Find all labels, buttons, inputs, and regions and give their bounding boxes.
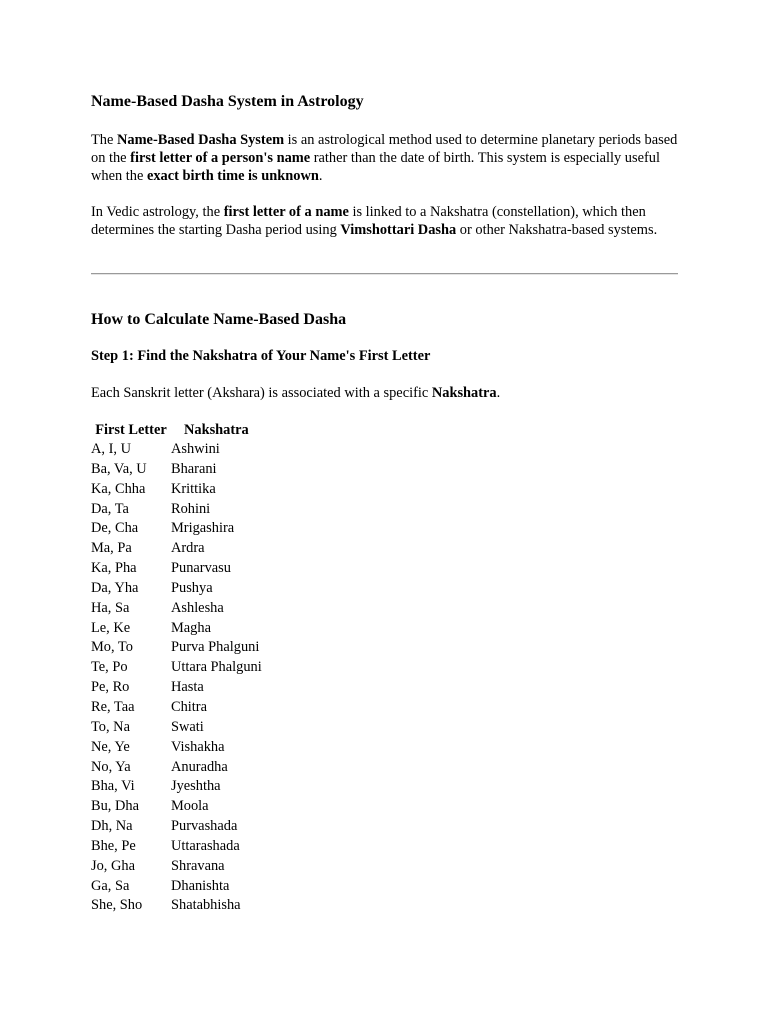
nakshatra-table: [91, 420, 262, 916]
first-letter-cell: Ma, Pa: [91, 540, 132, 557]
nakshatra-cell: Purvashada: [171, 818, 238, 835]
first-letter-cell: She, Sho: [91, 897, 143, 914]
first-letter-cell: Te, Po: [91, 659, 128, 676]
table-row: [91, 817, 262, 837]
page-title: Name-Based Dasha System in Astrology: [91, 93, 364, 110]
first-letter-cell: Ha, Sa: [91, 599, 130, 616]
nakshatra-cell: Dhanishta: [171, 877, 230, 894]
table-row: [91, 539, 262, 559]
bold-text: Nakshatra: [431, 385, 497, 401]
table-row: [91, 500, 262, 520]
first-letter-cell: Bu, Dha: [91, 798, 139, 815]
bold-text: Vimshottari Dasha: [340, 222, 457, 238]
text: is linked to a Nakshatra (constellation), which then determines the starting Dasha period using: [91, 204, 646, 238]
nakshatra-cell: Uttara Phalguni: [171, 659, 262, 676]
text: rather than the date of birth. This system is especially useful when the: [91, 150, 660, 184]
table-header-row: [91, 420, 262, 440]
first-letter-cell: Dh, Na: [91, 818, 133, 835]
nakshatra-cell: Hasta: [171, 679, 204, 696]
nakshatra-cell: Shravana: [171, 857, 225, 874]
intro-paragraph-1: [91, 131, 679, 185]
text: .: [318, 168, 323, 184]
first-letter-cell: Bha, Vi: [91, 778, 135, 795]
nakshatra-cell: Ashlesha: [171, 599, 224, 616]
table-row: [91, 738, 262, 758]
nakshatra-cell: Magha: [171, 619, 211, 636]
nakshatra-cell: Swati: [171, 718, 204, 735]
nakshatra-cell: Krittika: [171, 480, 216, 497]
table-row: [91, 440, 262, 460]
bold-text: Name-Based Dasha System: [116, 132, 285, 148]
bold-text: exact birth time is unknown: [146, 168, 319, 184]
table-row: [91, 857, 262, 877]
first-letter-cell: Ka, Pha: [91, 560, 137, 577]
nakshatra-cell: Jyeshtha: [171, 778, 221, 795]
first-letter-cell: Da, Yha: [91, 579, 139, 596]
first-letter-cell: Re, Taa: [91, 698, 135, 715]
nakshatra-cell: Shatabhisha: [171, 897, 241, 914]
bold-text: first letter of a name: [223, 204, 349, 220]
first-letter-cell: Bhe, Pe: [91, 837, 136, 854]
first-letter-cell: Da, Ta: [91, 500, 129, 517]
table-row: [91, 480, 262, 500]
table-row: [91, 638, 262, 658]
nakshatra-cell: Purva Phalguni: [171, 639, 260, 656]
first-letter-cell: Pe, Ro: [91, 679, 130, 696]
first-letter-cell: To, Na: [91, 718, 130, 735]
first-letter-cell: Jo, Gha: [91, 857, 135, 874]
table-row: [91, 460, 262, 480]
table-body: [91, 440, 262, 916]
nakshatra-cell: Ardra: [171, 540, 205, 557]
table-row: [91, 619, 262, 639]
first-letter-cell: Ga, Sa: [91, 877, 130, 894]
first-letter-cell: A, I, U: [91, 441, 131, 457]
table-row: [91, 777, 262, 797]
nakshatra-cell: Pushya: [171, 579, 213, 596]
text: is an astrological method used to determine planetary periods based on the: [91, 132, 678, 166]
table-row: [91, 877, 262, 897]
nakshatra-cell: Uttarashada: [171, 837, 240, 854]
nakshatra-cell: Vishakha: [171, 738, 225, 755]
nakshatra-cell: Rohini: [171, 500, 211, 517]
nakshatra-cell: Ashwini: [171, 441, 220, 457]
table-row: [91, 678, 262, 698]
table-row: [91, 519, 262, 539]
first-letter-cell: De, Cha: [91, 520, 139, 537]
table-row: [91, 718, 262, 738]
first-letter-cell: Ka, Chha: [91, 480, 146, 497]
first-letter-cell: No, Ya: [91, 758, 131, 775]
first-letter-cell: Ne, Ye: [91, 738, 130, 755]
text: or other Nakshatra-based systems.: [456, 222, 658, 238]
nakshatra-cell: Mrigashira: [171, 520, 235, 537]
bold-text: first letter of a person's name: [130, 150, 311, 166]
horizontal-divider: [91, 273, 678, 275]
table-row: [91, 698, 262, 718]
first-letter-cell: Mo, To: [91, 639, 133, 656]
text: .: [496, 385, 501, 401]
table-row: [91, 837, 262, 857]
table-row: [91, 896, 262, 916]
nakshatra-cell: Chitra: [171, 698, 207, 715]
nakshatra-cell: Bharani: [171, 460, 217, 477]
first-letter-cell: Ba, Va, U: [91, 460, 147, 477]
nakshatra-cell: Moola: [171, 798, 209, 815]
table-row: [91, 658, 262, 678]
column-header-first-letter: First Letter: [95, 422, 167, 438]
step-1-heading: Step 1: Find the Nakshatra of Your Name's First Letter: [91, 348, 431, 364]
column-header-nakshatra: Nakshatra: [183, 422, 249, 438]
nakshatra-cell: Punarvasu: [171, 560, 231, 577]
step-1-description: [91, 384, 500, 402]
table-row: [91, 579, 262, 599]
text: Each Sanskrit letter (Akshara) is associated with a specific: [91, 385, 432, 401]
table-row: [91, 758, 262, 778]
text: In Vedic astrology, the: [91, 204, 224, 220]
first-letter-cell: Le, Ke: [91, 619, 131, 636]
table-row: [91, 599, 262, 619]
intro-paragraph-2: [91, 203, 679, 239]
table-row: [91, 797, 262, 817]
text: The: [91, 132, 117, 148]
table-row: [91, 559, 262, 579]
section-heading: How to Calculate Name-Based Dasha: [91, 311, 347, 328]
nakshatra-cell: Anuradha: [171, 758, 228, 775]
